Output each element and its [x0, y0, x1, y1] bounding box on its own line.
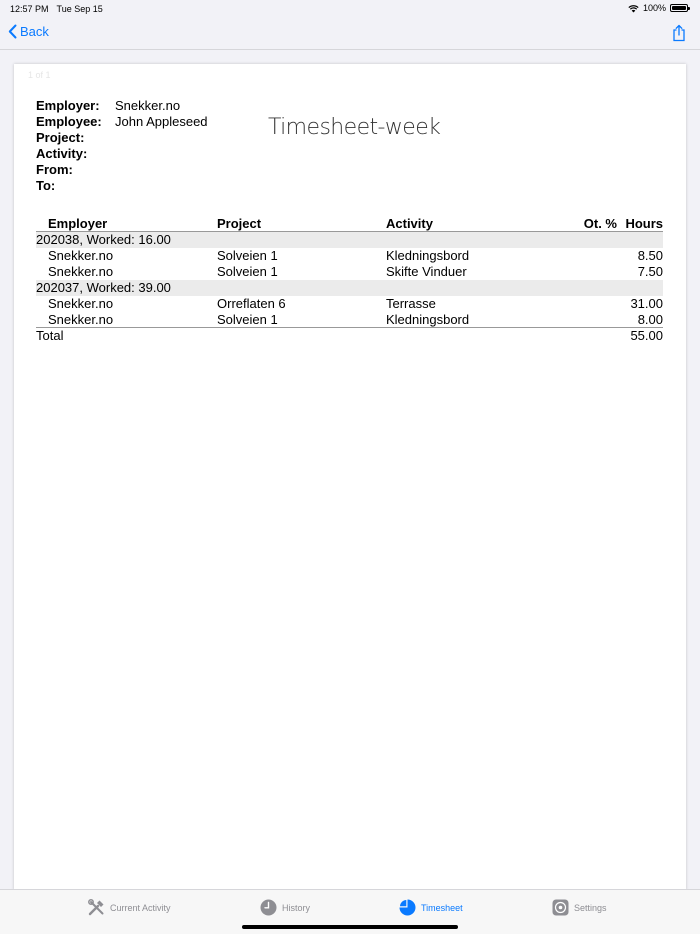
- meta-value: John Appleseed: [115, 114, 208, 129]
- column-header-project: Project: [217, 216, 262, 231]
- meta-label: Activity:: [36, 146, 88, 161]
- status-bar: [0, 0, 700, 18]
- total-value: 55.00: [630, 328, 663, 343]
- cell-ot: [555, 264, 617, 280]
- document-title: Timesheet-week: [268, 115, 441, 140]
- page-indicator: 1 of 1: [28, 70, 51, 80]
- tab-timesheet[interactable]: [399, 899, 463, 916]
- home-indicator[interactable]: [242, 925, 458, 929]
- share-icon: [672, 24, 686, 42]
- battery-icon: [670, 4, 688, 12]
- cell-ot: [555, 296, 617, 312]
- cell-employer: Snekker.no: [48, 264, 114, 279]
- battery-fill: [672, 6, 686, 10]
- meta-employee: [36, 114, 208, 130]
- tab-current-activity[interactable]: [88, 899, 171, 916]
- week-group-header: 202037, Worked: 39.00: [36, 280, 663, 296]
- tab-label: Timesheet: [421, 902, 463, 913]
- navigation-bar: [0, 18, 700, 50]
- meta-label: Employer:: [36, 98, 100, 113]
- cell-ot: [555, 248, 617, 264]
- back-button-label: Back: [20, 24, 49, 39]
- status-date: Tue Sep 15: [56, 4, 103, 14]
- report-table: [36, 216, 663, 344]
- tools-icon: [88, 899, 105, 916]
- tab-history[interactable]: [260, 899, 310, 916]
- cell-employer: Snekker.no: [48, 248, 114, 263]
- cell-project: Orreflaten 6: [217, 296, 286, 311]
- tab-label: Current Activity: [110, 902, 171, 913]
- total-row: [36, 328, 663, 344]
- cell-activity: Skifte Vinduer: [386, 264, 467, 279]
- meta-to: [36, 178, 208, 194]
- column-header-employer: Employer: [48, 216, 108, 231]
- table-row: [36, 312, 663, 328]
- meta-label: From:: [36, 162, 73, 177]
- table-row: [36, 264, 663, 280]
- cell-activity: Kledningsbord: [386, 312, 470, 327]
- column-header-activity: Activity: [386, 216, 433, 231]
- meta-activity: [36, 146, 208, 162]
- wifi-icon: [628, 4, 639, 13]
- pie-chart-icon: [399, 899, 416, 916]
- cell-activity: Terrasse: [386, 296, 436, 311]
- cell-project: Solveien 1: [217, 264, 278, 279]
- cell-project: Solveien 1: [217, 248, 278, 263]
- table-header: [36, 216, 663, 232]
- meta-label: To:: [36, 178, 56, 193]
- table-row: [36, 248, 663, 264]
- week-group-header: 202038, Worked: 16.00: [36, 232, 663, 248]
- chevron-left-icon: [8, 24, 17, 39]
- status-time: 12:57 PM: [10, 4, 49, 14]
- tab-label: History: [282, 902, 311, 913]
- meta-employer: [36, 98, 208, 114]
- cell-activity: Kledningsbord: [386, 248, 470, 263]
- cell-hours: 8.50: [637, 248, 663, 263]
- column-header-hours: Hours: [625, 216, 663, 231]
- status-right: [628, 3, 688, 13]
- meta-project: [36, 130, 208, 146]
- report-meta: [36, 98, 208, 194]
- battery-percent: 100%: [642, 3, 666, 13]
- meta-label: Employee:: [36, 114, 102, 129]
- cell-employer: Snekker.no: [48, 312, 114, 327]
- gear-icon: [552, 899, 569, 916]
- total-label: Total: [36, 328, 64, 343]
- cell-ot: [555, 312, 617, 327]
- cell-hours: 31.00: [630, 296, 663, 311]
- cell-project: Solveien 1: [217, 312, 278, 327]
- share-button[interactable]: [672, 24, 686, 47]
- cell-hours: 7.50: [637, 264, 663, 279]
- back-button[interactable]: [8, 24, 49, 39]
- timesheet-document[interactable]: [14, 64, 686, 890]
- cell-employer: Snekker.no: [48, 296, 114, 311]
- table-row: [36, 296, 663, 312]
- cell-hours: 8.00: [637, 312, 663, 327]
- meta-label: Project:: [36, 130, 85, 145]
- meta-value: Snekker.no: [115, 98, 181, 113]
- clock-icon: [260, 899, 277, 916]
- meta-from: [36, 162, 208, 178]
- column-header-ot: Ot. %: [583, 216, 617, 231]
- tab-settings[interactable]: [552, 899, 607, 916]
- tab-label: Settings: [574, 902, 607, 913]
